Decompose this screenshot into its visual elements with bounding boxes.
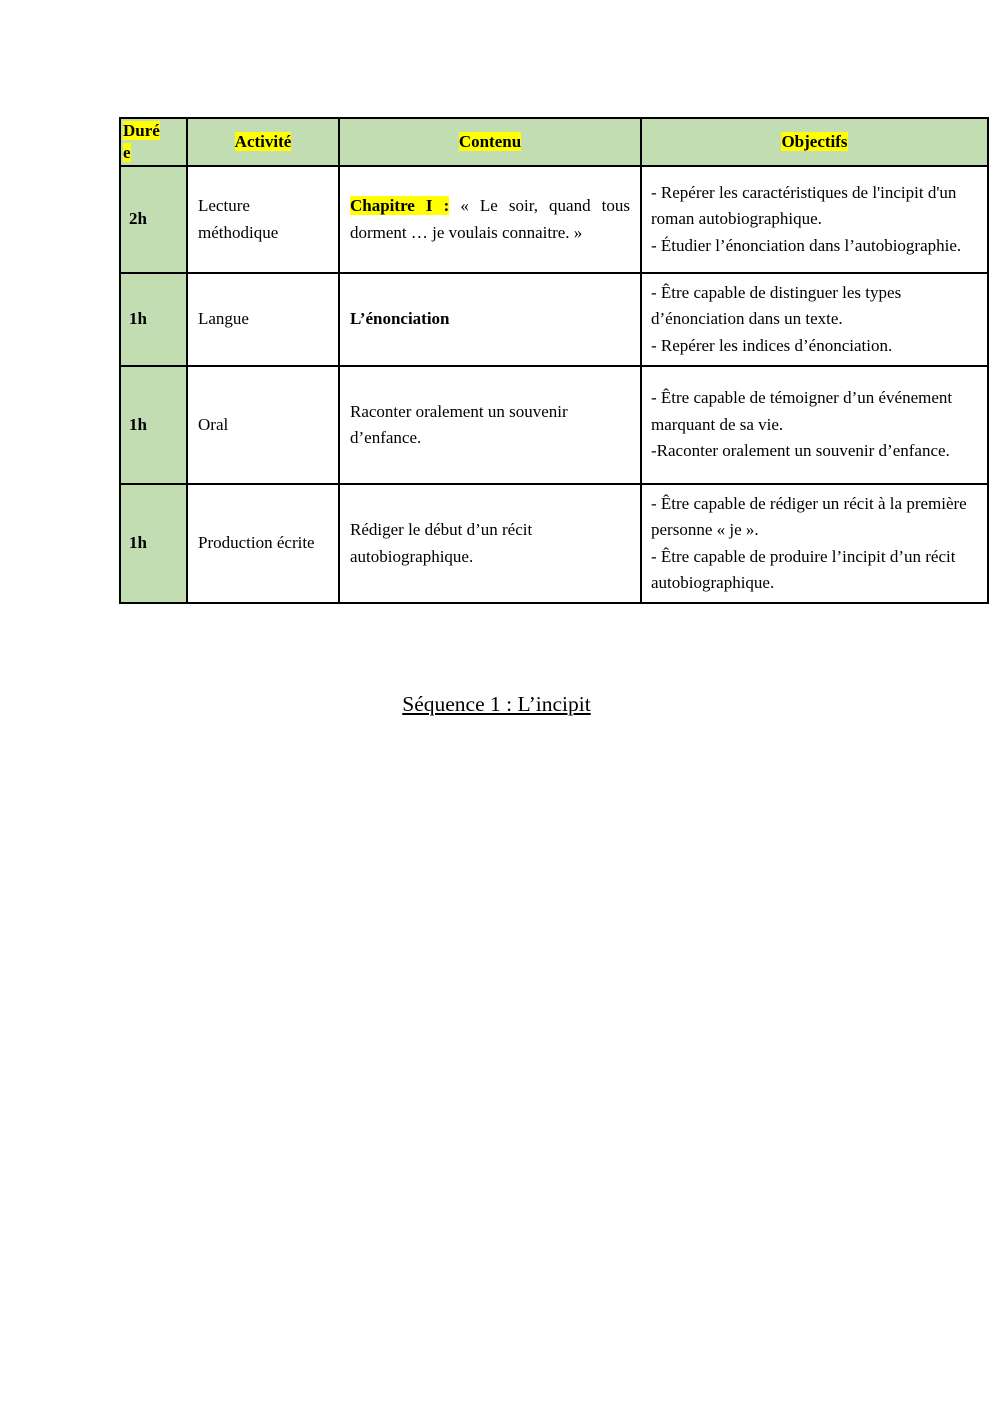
table-header-row (120, 118, 988, 166)
objective-item: - Être capable de distinguer les types d’énonciation dans un texte. (651, 282, 902, 329)
table-row-production-ecrite (120, 484, 988, 603)
objective-item: - Être capable de produire l’incipit d’un récit autobiographique. (651, 546, 956, 592)
header-duree (120, 118, 187, 166)
table-row-langue (120, 273, 988, 366)
sequence-table (119, 117, 989, 604)
activity-cell: Langue (187, 273, 339, 366)
table-row-oral (120, 366, 988, 484)
objectives-cell (641, 273, 988, 366)
objectives-cell (641, 166, 988, 273)
objectives-cell (641, 366, 988, 484)
content-cell: L’énonciation (339, 273, 641, 366)
objective-item: - Repérer les indices d’énonciation. (651, 335, 893, 355)
duration-cell: 1h (120, 366, 187, 484)
header-objectifs: Objectifs (641, 118, 988, 166)
header-duree-line2: e (123, 143, 131, 162)
sequence-title: Séquence 1 : L’incipit (402, 692, 591, 716)
activity-cell: Lecture méthodique (187, 166, 339, 273)
duration-cell: 1h (120, 484, 187, 603)
objectives-cell (641, 484, 988, 603)
content-cell (339, 166, 641, 273)
content-text: « Le soir, quand tous dorment … je voulais connaitre. » (350, 196, 630, 242)
chapter-highlight: Chapitre I : (350, 196, 450, 215)
objective-item: - Repérer les caractéristiques de l'incipit d'un roman autobiographique. (651, 182, 957, 229)
header-activite: Activité (187, 118, 339, 166)
content-cell: Rédiger le début d’un récit autobiographique. (339, 484, 641, 603)
header-contenu: Contenu (339, 118, 641, 166)
header-duree-line1: Duré (123, 121, 160, 140)
objective-item: - Être capable de rédiger un récit à la première personne « je ». (651, 493, 967, 540)
duration-cell: 1h (120, 273, 187, 366)
objective-item: -Raconter oralement un souvenir d’enfance. (651, 441, 950, 461)
objective-item: - Étudier l’énonciation dans l’autobiographie. (651, 235, 962, 255)
duration-cell: 2h (120, 166, 187, 273)
content-cell: Raconter oralement un souvenir d’enfance. (339, 366, 641, 484)
activity-cell: Production écrite (187, 484, 339, 603)
table-row-lecture (120, 166, 988, 273)
activity-cell: Oral (187, 366, 339, 484)
objective-item: - Être capable de témoigner d’un événement marquant de sa vie. (651, 388, 953, 434)
